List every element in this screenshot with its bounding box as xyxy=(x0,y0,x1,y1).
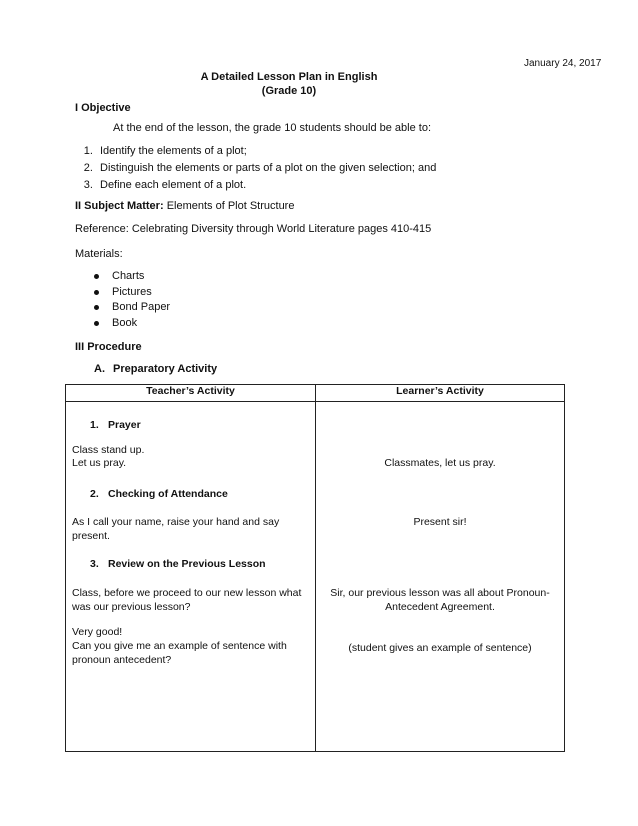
teacher-line: Class stand up. xyxy=(72,444,145,456)
learner-line: Sir, our previous lesson was all about Pronoun- xyxy=(330,587,550,599)
teacher-line: pronoun antecedent? xyxy=(72,654,172,666)
materials-list xyxy=(90,269,170,331)
teacher-column-header: Teacher’s Activity xyxy=(66,385,316,402)
step-number: 1. xyxy=(90,419,99,431)
subject-matter-label: II Subject Matter: xyxy=(75,200,164,212)
teacher-line: Can you give me an example of sentence with xyxy=(72,640,287,652)
document-subtitle: (Grade 10) xyxy=(261,85,317,97)
material-item: Book xyxy=(112,316,170,332)
objective-intro: At the end of the lesson, the grade 10 students should be able to: xyxy=(113,122,432,134)
step-attendance xyxy=(90,488,228,501)
preparatory-heading xyxy=(94,362,217,376)
teacher-line: Let us pray. xyxy=(72,457,127,469)
subject-matter-value: Elements of Plot Structure xyxy=(166,200,295,212)
teacher-line: present. xyxy=(72,530,110,542)
learner-line: (student gives an example of sentence) xyxy=(348,642,532,654)
step-title: Review on the Previous Lesson xyxy=(108,558,266,570)
step-number: 3. xyxy=(90,558,99,570)
date: January 24, 2017 xyxy=(524,58,602,69)
material-item: Bond Paper xyxy=(112,300,170,316)
objective-item: 3. Define each element of a plot. xyxy=(96,177,436,194)
teacher-line: Class, before we proceed to our new lesson what xyxy=(72,587,302,599)
objective-item: 1. Identify the elements of a plot; xyxy=(96,143,436,160)
teacher-line: As I call your name, raise your hand and say xyxy=(72,516,280,528)
reference: Reference: Celebrating Diversity through World Literature pages 410-415 xyxy=(75,223,432,235)
teacher-activity-cell xyxy=(66,402,316,752)
activity-table xyxy=(65,384,565,752)
subject-matter xyxy=(75,199,294,213)
learner-line: Classmates, let us pray. xyxy=(384,457,496,469)
step-title: Checking of Attendance xyxy=(108,488,228,500)
preparatory-title: Preparatory Activity xyxy=(113,363,218,375)
teacher-line: Very good! xyxy=(72,626,123,638)
material-item: Pictures xyxy=(112,285,170,301)
material-item: Charts xyxy=(112,269,170,285)
preparatory-letter: A. xyxy=(94,363,105,375)
materials-label: Materials: xyxy=(75,248,123,260)
learner-line: Present sir! xyxy=(413,516,467,528)
step-title: Prayer xyxy=(108,419,141,431)
learner-activity-cell xyxy=(316,402,565,752)
objective-item: 2. Distinguish the elements or parts of a plot on the given selection; and xyxy=(96,160,436,177)
document-title: A Detailed Lesson Plan in English xyxy=(200,71,378,83)
procedure-heading: III Procedure xyxy=(75,341,142,353)
learner-column-header: Learner’s Activity xyxy=(316,385,565,402)
objective-list xyxy=(78,143,436,194)
step-number: 2. xyxy=(90,488,99,500)
learner-line: Antecedent Agreement. xyxy=(385,601,495,613)
objective-heading: I Objective xyxy=(75,102,131,114)
step-review xyxy=(90,558,266,571)
teacher-line: was our previous lesson? xyxy=(72,601,191,613)
step-prayer xyxy=(90,419,141,432)
